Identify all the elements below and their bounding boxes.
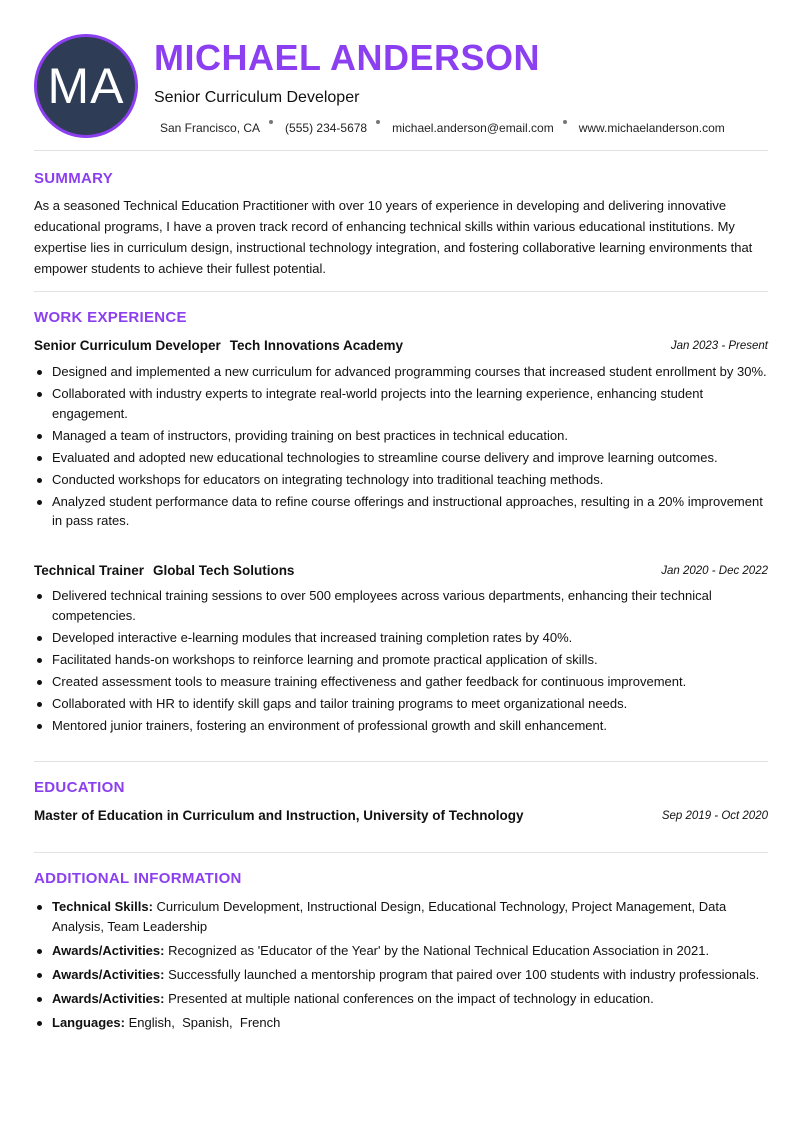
work-experience-heading: WORK EXPERIENCE <box>34 309 187 326</box>
list-item <box>34 897 768 936</box>
item-text: Successfully launched a mentorship program that paired over 100 students with industry professionals. <box>168 966 760 982</box>
item-text: Presented at multiple national conferences on the impact of technology in education. <box>168 990 654 1006</box>
job-dates: Jan 2020 - Dec 2022 <box>661 565 768 577</box>
item-label: Awards/Activities: <box>52 942 165 958</box>
divider <box>34 852 768 853</box>
candidate-name: MICHAEL ANDERSON <box>154 37 541 78</box>
list-item: Managed a team of instructors, providing training on best practices in technical education. <box>34 426 768 446</box>
divider <box>34 761 768 762</box>
summary-heading: SUMMARY <box>34 170 114 187</box>
item-label: Awards/Activities: <box>52 966 165 982</box>
item-text: English, Spanish, French <box>128 1014 281 1030</box>
job-dates: Jan 2023 - Present <box>670 340 768 352</box>
job-company: Global Tech Solutions <box>152 563 295 578</box>
list-item <box>34 1013 768 1033</box>
job-header <box>34 336 768 356</box>
degree: Master of Education in Curriculum and Instruction, University of Technology <box>34 808 524 823</box>
job-role: Senior Curriculum Developer <box>34 338 221 353</box>
education-entry <box>34 806 768 826</box>
list-item: Developed interactive e-learning modules that increased training completion rates by 40%. <box>34 628 768 648</box>
item-text: Recognized as 'Educator of the Year' by the National Technical Education Association in 2021. <box>168 942 710 958</box>
list-item: Created assessment tools to measure training effectiveness and gather feedback for continuous improvement. <box>34 672 768 692</box>
education-dates: Sep 2019 - Oct 2020 <box>661 810 768 822</box>
job-company: Tech Innovations Academy <box>229 338 403 353</box>
job-role: Technical Trainer <box>34 563 145 578</box>
list-item: Conducted workshops for educators on integrating technology into traditional teaching methods. <box>34 470 768 490</box>
list-item: Analyzed student performance data to refine course offerings and instructional approaches, resulting in a 20% improvement in pass rates. <box>34 492 768 531</box>
avatar <box>34 34 138 138</box>
contact-location: San Francisco, CA <box>160 121 261 135</box>
separator-dot <box>376 120 380 124</box>
list-item: Facilitated hands-on workshops to reinforce learning and promote practical application of skills. <box>34 650 768 670</box>
candidate-title: Senior Curriculum Developer <box>154 89 360 106</box>
list-item: Mentored junior trainers, fostering an environment of professional growth and skill enhancement. <box>34 716 768 736</box>
item-label: Awards/Activities: <box>52 990 165 1006</box>
contact-email[interactable]: michael.anderson@email.com <box>392 121 554 135</box>
item-label: Languages: <box>52 1014 125 1030</box>
job-header <box>34 561 768 581</box>
list-item <box>34 965 768 985</box>
education-heading: EDUCATION <box>34 779 125 796</box>
job-bullets <box>34 586 768 738</box>
divider <box>34 150 768 151</box>
item-label: Technical Skills: <box>52 899 153 914</box>
list-item <box>34 941 768 961</box>
list-item: Designed and implemented a new curriculum for advanced programming courses that increased student enrollment by 30%. <box>34 362 768 382</box>
separator-dot <box>563 120 567 124</box>
list-item: Delivered technical training sessions to over 500 employees across various departments, enhancing their technical competencies. <box>34 586 768 625</box>
job-bullets <box>34 362 768 533</box>
separator-dot <box>269 120 273 124</box>
additional-info-list <box>34 897 768 1037</box>
list-item <box>34 989 768 1009</box>
resume-header <box>34 34 768 138</box>
divider <box>34 291 768 292</box>
contact-phone: (555) 234-5678 <box>285 121 368 135</box>
summary-text: As a seasoned Technical Education Practitioner with over 10 years of experience in developing and delivering innovative educational programs, I have a proven track record of enhancing technical skills within various educational institutions. My expertise lies in curriculum design, instructional technology integration, and fostering collaborative learning environments that empower students to achieve their fullest potential. <box>34 198 753 276</box>
item-text: Curriculum Development, Instructional Design, Educational Technology, Project Management, Data Analysis, Team Leadership <box>52 899 727 934</box>
avatar-initials: MA <box>47 58 125 114</box>
contact-info <box>160 120 725 136</box>
contact-website[interactable]: www.michaelanderson.com <box>578 121 725 135</box>
list-item: Evaluated and adopted new educational technologies to streamline course delivery and improve learning outcomes. <box>34 448 768 468</box>
list-item: Collaborated with industry experts to integrate real-world projects into the learning experience, enhancing student engagement. <box>34 384 768 423</box>
list-item: Collaborated with HR to identify skill gaps and tailor training programs to meet organizational needs. <box>34 694 768 714</box>
additional-info-heading: ADDITIONAL INFORMATION <box>34 870 242 887</box>
